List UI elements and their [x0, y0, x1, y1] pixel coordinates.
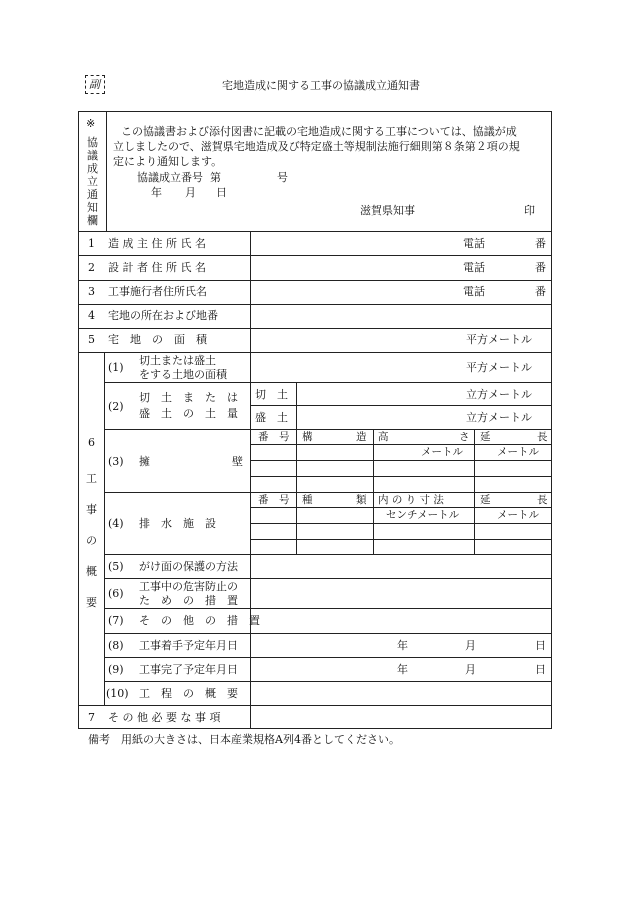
row7-label: そ の 他 必 要 な 事 項 [108, 711, 221, 724]
s2-unit1: 立方メートル [466, 388, 532, 401]
s9-label: 工事完了予定年月日 [139, 663, 238, 676]
row1-label: 造 成 主 住 所 氏 名 [108, 237, 206, 250]
s4-header-shu2: 類 [356, 494, 367, 506]
s3-header-en: 延 [480, 431, 491, 443]
s9-number: (9) [108, 663, 124, 676]
s6-label-line1: 工事中の危害防止の [139, 580, 238, 593]
row5-unit: 平方メートル [466, 333, 532, 346]
notice-body-line1: この協議書および添付図書に記載の宅地造成に関する工事については、協議が成 [121, 125, 517, 138]
s6-number: (6) [108, 587, 124, 600]
s10-number: (10) [106, 687, 129, 700]
row2-phone: 電話 [463, 261, 485, 274]
footer-note: 備考 用紙の大きさは、日本産業規格A列4番としてください。 [88, 733, 400, 746]
gaiyo-label: 工事の概要 [86, 472, 97, 609]
s4-number: (4) [108, 517, 124, 530]
s2-number: (2) [108, 400, 124, 413]
s5-label: がけ面の保護の方法 [139, 560, 238, 573]
notice-date-hi: 日 [216, 186, 227, 199]
row2-ban: 番 [535, 261, 546, 274]
s3-header-kozo: 構 [302, 431, 313, 443]
row3-label: 工事施行者住所氏名 [108, 285, 207, 298]
asterisk-mark: ※ [86, 117, 96, 130]
s1-unit: 平方メートル [466, 361, 532, 374]
s8-label: 工事着手予定年月日 [139, 639, 238, 652]
fuku-mark: 副 [89, 78, 100, 91]
s8-tsuki: 月 [465, 639, 476, 652]
s10-label: 工 程 の 概 要 [139, 687, 238, 700]
s9-hi: 日 [535, 663, 546, 676]
s2-kiri-label: 切 土 [255, 388, 288, 401]
row2-label: 設 計 者 住 所 氏 名 [108, 261, 206, 274]
row2-number: 2 [88, 261, 95, 274]
governor-label: 滋賀県知事 [360, 204, 415, 217]
s4-header-en: 延 [480, 494, 491, 506]
notice-body-line2: 立しましたので、滋賀県宅地造成及び特定盛土等規制法施行細則第８条第２項の規 [113, 140, 520, 153]
s2-label-line1: 切 土 ま た は [139, 391, 238, 404]
s1-label-line2: をする土地の面積 [139, 368, 227, 381]
s2-label-line2: 盛 土 の 土 量 [139, 407, 238, 420]
row3-ban: 番 [535, 285, 546, 298]
row5-number: 5 [88, 333, 95, 346]
row5-label: 宅 地 の 面 積 [108, 333, 207, 346]
row1-phone: 電話 [463, 237, 485, 250]
s7-label: そ の 他 の 措 置 [139, 614, 260, 627]
s3-header-ban: 番 号 [258, 431, 290, 443]
row7-number: 7 [88, 711, 95, 724]
s2-mori-label: 盛 土 [255, 411, 288, 424]
s3-unit-meter2: メートル [497, 446, 539, 458]
s1-number: (1) [108, 361, 124, 374]
s3-label-a: 擁 [139, 455, 150, 468]
s5-number: (5) [108, 560, 124, 573]
s2-unit2: 立方メートル [466, 411, 532, 424]
s8-nen: 年 [397, 639, 408, 652]
s3-header-taka2: さ [459, 431, 470, 443]
notice-body-line3: 定により通知します。 [113, 155, 223, 168]
s3-label-b: 壁 [232, 455, 243, 468]
s4-header-ban: 番 号 [258, 494, 290, 506]
s7-number: (7) [108, 614, 124, 627]
s4-header-uchi: 内 の り 寸 法 [378, 494, 444, 506]
agreement-number-label: 協議成立番号 [137, 171, 203, 184]
s3-header-taka: 高 [378, 431, 389, 443]
s8-number: (8) [108, 639, 124, 652]
notice-side-label: 協議成立通知欄 [87, 136, 98, 227]
row3-number: 3 [88, 285, 95, 298]
s4-unit-meter: メートル [497, 509, 539, 521]
agreement-number-go: 号 [277, 171, 288, 184]
s8-hi: 日 [535, 639, 546, 652]
row4-label: 宅地の所在および地番 [108, 309, 218, 322]
notice-date-tsuki: 月 [185, 186, 196, 199]
s1-label-line1: 切土または盛土 [139, 354, 216, 367]
s4-header-shu: 種 [302, 494, 313, 506]
s3-number: (3) [108, 455, 124, 468]
s3-unit-meter1: メートル [421, 446, 463, 458]
s9-tsuki: 月 [465, 663, 476, 676]
agreement-number-dai: 第 [210, 171, 221, 184]
gaiyo-number: 6 [88, 436, 95, 449]
seal-mark: 印 [524, 204, 535, 217]
s3-header-kozo2: 造 [356, 431, 367, 443]
row1-ban: 番 [535, 237, 546, 250]
row1-number: 1 [88, 237, 95, 250]
s6-label-line2: た め の 措 置 [139, 594, 238, 607]
s4-header-en2: 長 [537, 494, 548, 506]
s4-unit-cm: センチメートル [386, 509, 460, 521]
s4-label: 排 水 施 設 [139, 517, 216, 530]
row4-number: 4 [88, 309, 95, 322]
row3-phone: 電話 [463, 285, 485, 298]
s3-header-en2: 長 [537, 431, 548, 443]
page-title: 宅地造成に関する工事の協議成立通知書 [222, 79, 420, 92]
notice-date-nen: 年 [151, 186, 162, 199]
s9-nen: 年 [397, 663, 408, 676]
